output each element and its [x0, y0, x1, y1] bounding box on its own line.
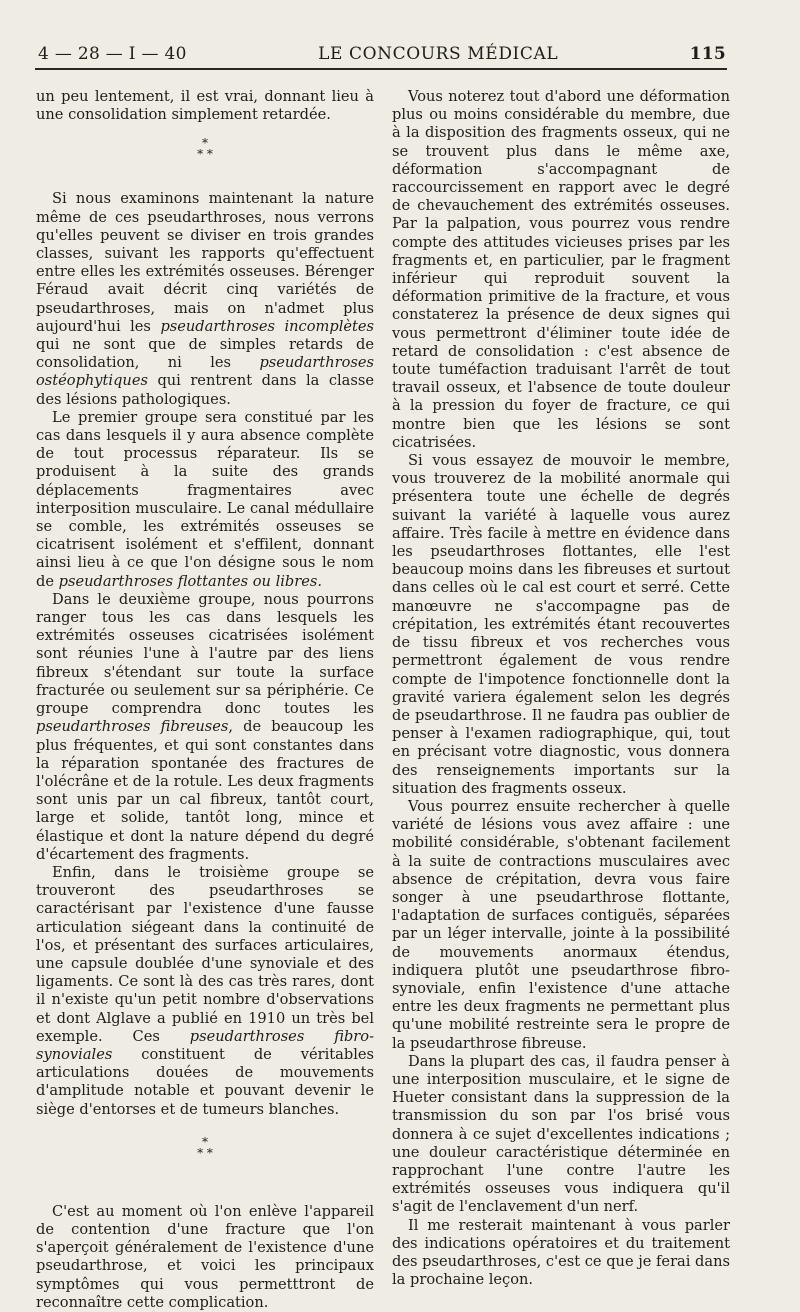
paragraph: Enfin, dans le troisième groupe se trouveront des pseudarthroses se caractérisant par l'existence d'une fausse articulation siégeant dans la continuité de l'os, et présentant des surfaces articulaires, une capsule doublée d'une synoviale et des ligaments. Ce sont là des cas très rares, dont il n'existe qu'un petit nombre d'observations et dont Alglave a publié en 1910 un très bel exemple. Ces pseudarthroses fibro-synoviales constituent de véritables articulations douées de mouvements d'amplitude notable et pouvant devenir le siège d'entorses et de tumeurs blanches. [36, 863, 375, 1118]
section-separator: * * * [197, 1134, 213, 1160]
right-column [392, 88, 730, 1289]
issue-date: 4 — 28 — I — 40 [38, 44, 187, 64]
section-separator: * * * [197, 136, 213, 162]
header-rule [35, 68, 727, 70]
journal-title: LE CONCOURS MÉDICAL [318, 44, 559, 64]
left-column [36, 88, 374, 1312]
paragraph: C'est au moment où l'on enlève l'appareil de contention d'une fracture que l'on s'aperçoit généralement de l'existence d'une pseudarthrose, et voici les principaux symptômes qui vous permetttront de reconnaître cette complication. [36, 1202, 374, 1311]
paragraph: un peu lentement, il est vrai, donnant lieu à une consolidation simplement retardée. [36, 88, 374, 124]
paragraph: Vous pourrez ensuite rechercher à quelle variété de lésions vous avez affaire : une mobilité considérable, s'obtenant facilement à la suite de contractions musculaires avec absence de crépitation, devra vous faire songer à une pseudarthrose flottante, l'adaptation de surfaces contiguës, séparées par un léger intervalle, jointe à la possibilité de mouvements anormaux étendus, indiquera plutôt une pseudarthrose fibro-synoviale, enfin l'existence d'une attache entre les deux fragments ne permettant plus qu'une mobilité restreinte sera le propre de la pseudarthrose fibreuse. [392, 797, 730, 1052]
paragraph: Si nous examinons maintenant la nature même de ces pseudarthroses, nous verrons qu'elles peuvent se diviser en trois grandes classes, suivant les rapports qu'effectuent entre elles les extrémités osseuses. Bérenger Féraud avait décrit cinq variétés de pseudarthroses, mais on n'admet plus aujourd'hui les pseudarthroses incomplètes qui ne sont que de simples retards de consolidation, ni les pseudarthroses ostéophytiques qui rentrent dans la classe des lésions pathologiques. [36, 190, 374, 408]
paragraph: Dans le deuxième groupe, nous pourrons ranger tous les cas dans lesquels les extrémités osseuses cicatrisées isolément sont réunies l'une à l'autre par des liens fibreux s'étendant sur toute la surface fracturée ou seulement sur sa périphérie. Ce groupe comprendra donc toutes les pseudarthroses fibreuses, de beaucoup les plus fréquentes, et qui sont constantes dans la réparation spontanée des fractures de l'olécrâne et de la rotule. Les deux fragments sont unis par un cal fibreux, tantôt court, large et solide, tantôt long, mince et élastique et dont la nature dépend du degré d'écartement des fragments. [36, 590, 374, 863]
page-header [38, 44, 726, 64]
page-number: 115 [689, 44, 726, 64]
paragraph: Vous noterez tout d'abord une déformation plus ou moins considérable du membre, due à la disposition des fragments osseux, qui ne se trouvent plus dans le même axe, déformation s'accompagnant de raccourcissement en rapport avec le degré de chevauchement des extrémités osseuses. Par la palpation, vous pourrez vous rendre compte des attitudes vicieuses prises par les fragments et, en particulier, par le fragment inférieur qui reproduit souvent la déformation primitive de la fracture, et vous constaterez la présence de deux signes qui vous permettront d'éliminer toute idée de retard de consolidation : c'est absence de toute tuméfaction traduisant l'arrêt de tout travail osseux, et l'absence de toute douleur à la pression du foyer de fracture, ce qui montre bien que les lésions se sont cicatrisées. [392, 88, 730, 451]
paragraph: Le premier groupe sera constitué par les cas dans lesquels il y aura absence complète de tout processus réparateur. Ils se produisent à la suite des grands déplacements fragmentaires avec interposition musculaire. Le canal médullaire se comble, les extrémités osseuses se cicatrisent isolément et s'effilent, donnant ainsi lieu à ce que l'on désigne sous le nom de pseudarthroses flottantes ou libres. [36, 408, 374, 590]
paragraph: Il me resterait maintenant à vous parler des indications opératoires et du traitement des pseudarthroses, c'est ce que je ferai dans la prochaine leçon. [392, 1216, 730, 1289]
paragraph: Si vous essayez de mouvoir le membre, vous trouverez de la mobilité anormale qui présentera toute une échelle de degrés suivant la variété à laquelle vous aurez affaire. Très facile à mettre en évidence dans les pseudarthroses flottantes, elle l'est beaucoup moins dans les fibreuses et surtout dans celles où le cal est court et serré. Cette manœuvre ne s'accompagne pas de crépitation, les extrémités étant recouvertes de tissu fibreux et vos recherches vous permettront également de vous rendre compte de l'impotence fonctionnelle dont la gravité variera également selon les degrés de pseudarthrose. Il ne faudra pas oublier de penser à l'examen radiographique, qui, tout en précisant votre diagnostic, vous donnera des renseignements importants sur la situation des fragments osseux. [392, 452, 730, 797]
paragraph: Dans la plupart des cas, il faudra penser à une interposition musculaire, et le signe de Hueter consistant dans la suppression de la transmission du son par l'os brisé vous donnera à ce sujet d'excellentes indications ; une douleur caractéristique déterminée en rapprochant l'une contre l'autre les extrémités osseuses vous indiquera qu'il s'agit de l'enclavement d'un nerf. [392, 1052, 730, 1216]
